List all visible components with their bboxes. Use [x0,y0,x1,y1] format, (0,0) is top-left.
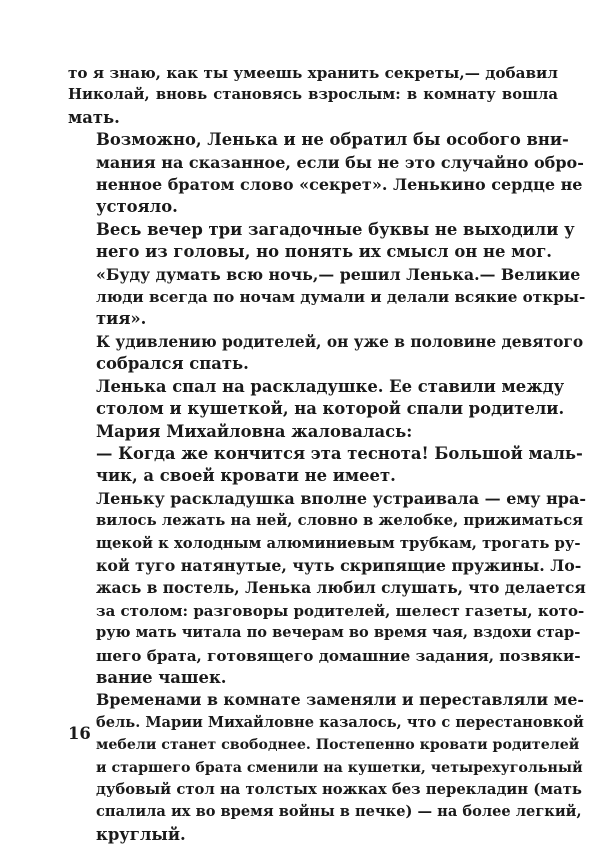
text-line: — Когда же кончится эта теснота! Большой маль- [96,443,583,463]
text-line: Ленька спал на раскладушке. Ее ставили между [96,376,565,396]
paragraph [68,264,586,331]
text-line: чик, а своей кровати не имеет. [96,466,396,486]
paragraph [68,376,565,421]
text-line: кой туго натянутые, чуть скрипящие пружины. Ло- [96,555,582,575]
text-line: Николай, вновь становясь взрослым: в комнату вошла [68,86,558,104]
paragraph [68,331,584,376]
page-number: 16 [68,724,91,743]
paragraph [68,488,586,690]
text-line: спалила их во время войны в печке) — на более легкий, [96,803,582,821]
text-line: мать. [68,107,120,127]
text-line: мебели станет свободнее. Постепенно кровати родителей [96,737,580,754]
text-line: то я знаю, как ты умеешь хранить секреты,— добавил [68,64,558,82]
text-line: мания на сказанное, если бы не это случайно обро- [96,152,584,172]
text-line: «Буду думать всю ночь,— решил Ленька.— Великие [96,264,581,284]
page-body-text [68,62,586,846]
text-line: круглый. [96,824,186,844]
text-line: К удивлению родителей, он уже в половине девятого [96,332,584,351]
text-line: дубовый стол на толстых ножках без перекладин (мать [96,781,582,798]
text-line: Возможно, Ленька и не обратил бы особого вни- [96,130,569,150]
text-line: шего брата, готовящего домашние задания, позвяки- [96,646,581,665]
text-line: щекой к холодным алюминиевым трубкам, трогать ру- [96,534,581,552]
text-line: вание чашек. [96,667,227,687]
text-line: Весь вечер три загадочные буквы не выходили у [96,219,575,239]
text-line: вилось лежать на ней, словно в желобке, прижиматься [96,512,584,530]
text-line: устояло. [96,197,178,217]
paragraph [68,219,575,264]
paragraph [68,689,584,846]
paragraph [68,62,558,129]
text-line: столом и кушеткой, на которой спали родители. [96,399,565,419]
text-line: рую мать читала по вечерам во время чая, вздохи стар- [96,624,581,642]
text-line: него из головы, но понять их смысл он не мог. [96,242,553,262]
text-line: люди всегда по ночам думали и делали всякие откры- [96,288,586,307]
text-line: Леньку раскладушка вполне устраивала — ему нра- [96,488,586,508]
text-line: тия». [96,309,147,329]
text-line: жась в постель, Ленька любил слушать, что делается [96,579,586,598]
paragraph [68,129,584,219]
text-line: собрался спать. [96,354,249,374]
paragraph [68,443,583,488]
text-line: Временами в комнате заменяли и переставляли ме- [96,690,584,710]
paragraph [68,421,558,443]
text-line: Мария Михайловна жаловалась: [96,421,413,441]
text-line: за столом: разговоры родителей, шелест газеты, кото- [96,601,585,620]
text-line: ненное братом слово «секрет». Ленькино сердце не [96,175,583,195]
text-line: и старшего брата сменили на кушетки, четырехугольный [96,759,583,776]
text-line: бель. Марии Михайловне казалось, что с перестановкой [96,713,584,731]
